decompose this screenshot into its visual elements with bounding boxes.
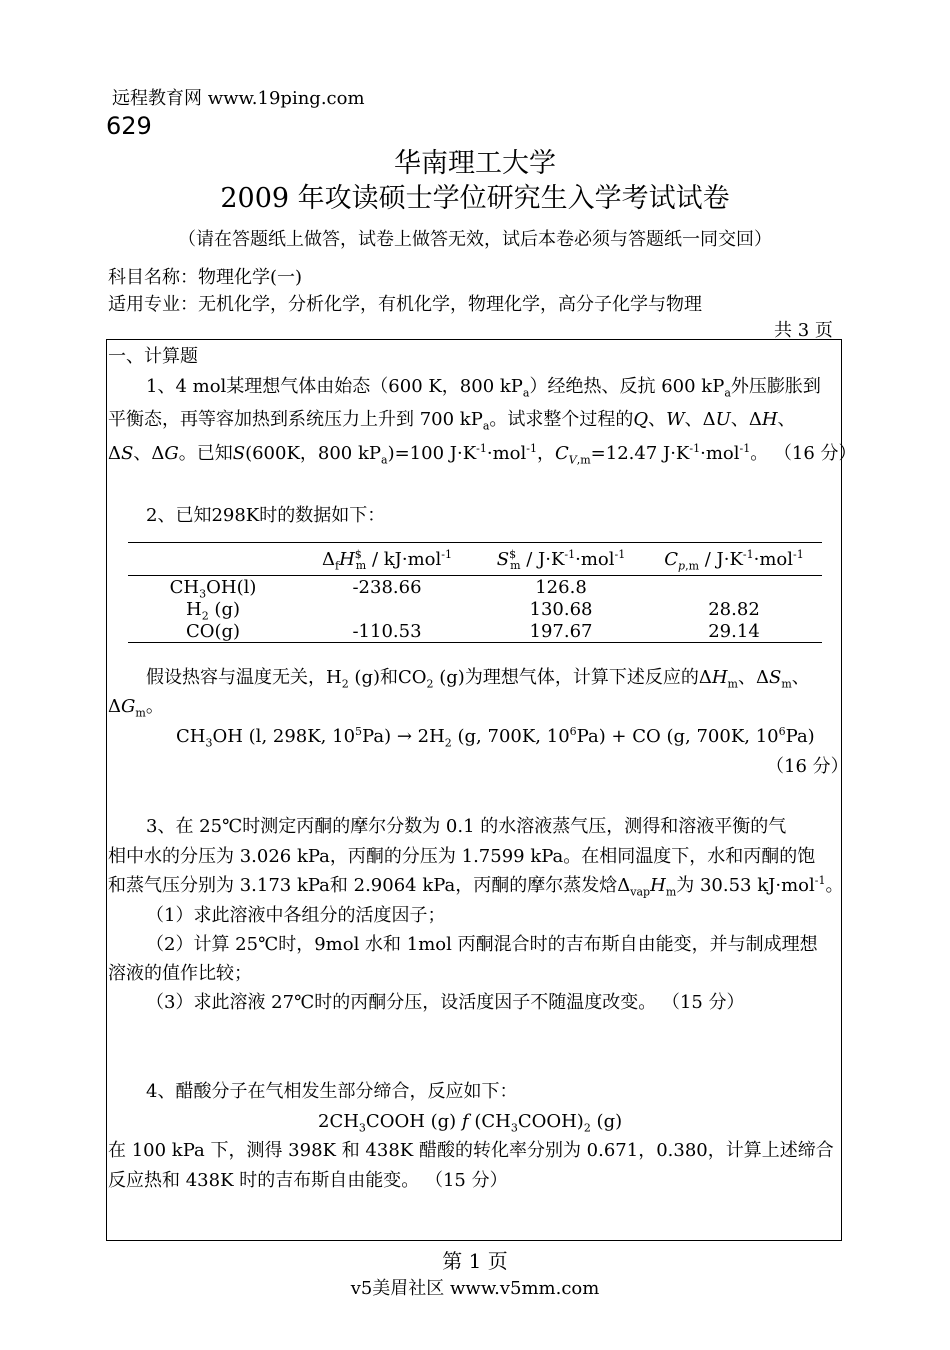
page-number: 第 1 页 (442, 1249, 508, 1273)
total-pages: 共 3 页 (774, 320, 833, 341)
species-cell: $H_2$ (g) (186, 598, 240, 623)
species-cell: $CH_3OH(l)$ (169, 576, 257, 601)
q4-line-3: 反应热和 438K 时的吉布斯自由能变。 （15 分） (108, 1170, 508, 1191)
q1-line-1: 1、4 mol某理想气体由始态（600 K，800 $kP_a$）经绝热、反抗 600 $kP_a$外压膨胀到 (146, 376, 821, 400)
exam-notice: （请在答题纸上做答，试卷上做答无效，试后本卷必须与答题纸一同交回） (178, 229, 772, 250)
species-cell: CO(g) (128, 620, 298, 643)
q2-assumption-2: $\Delta G_m$。 (108, 696, 164, 720)
q2-score: （16 分） (766, 756, 849, 777)
q4-line-1: 4、醋酸分子在气相发生部分缔合，反应如下： (146, 1081, 518, 1102)
s-cell: 130.68 (529, 598, 593, 620)
s-cell: 197.67 (476, 620, 646, 643)
dfh-cell: -110.53 (298, 620, 476, 643)
q3-sub-1: （1）求此溶液中各组分的活度因子； (146, 905, 446, 926)
table-header-row (128, 543, 822, 576)
q3-line-2: 相中水的分压为 3.026 kPa，丙酮的分压为 1.7599 kPa。在相同温度下，水和丙酮的饱 (108, 846, 816, 867)
dfh-cell: -238.66 (352, 576, 422, 598)
header-cp: $C_{p,m} / J\cdot K^{-1}\cdot mol^{-1}$ (646, 543, 822, 576)
q2-intro: 2、已知298K时的数据如下： (146, 505, 386, 526)
header-s: $S^{\$}_m / J\cdot K^{-1}\cdot mol^{-1}$ (476, 543, 646, 576)
watermark-top: 远程教育网 www.19ping.com (112, 88, 365, 109)
s-cell: 126.8 (535, 576, 587, 598)
q3-sub-2b: 溶液的值作比较； (108, 963, 252, 984)
q3-sub-2: （2）计算 25℃时，9mol 水和 1mol 丙酮混合时的吉布斯自由能变，并与制成理想 (146, 934, 818, 955)
q3-line-1: 3、在 25℃时测定丙酮的摩尔分数为 0.1 的水溶液蒸气压，测得和溶液平衡的气 (146, 816, 787, 837)
q2-assumption-1: 假设热容与温度无关，$H_2$ (g)和$CO_2$ (g)为理想气体，计算下述反应的$\Delta H_m$、$\Delta S_m$、 (146, 667, 810, 691)
dfh-cell (298, 598, 476, 620)
q3-line-3: 和蒸气压分别为 3.173 kPa和 2.9064 kPa，丙酮的摩尔蒸发焓$\Delta_{vap}H_m$为 30.53 kJ·mol$^{-1}$。 (108, 874, 844, 899)
table-row (128, 576, 822, 599)
q2-reaction: $CH_3OH$ (l, 298K, $10^5Pa) \to 2H_2$ (g, 700K, $10^6Pa$) + CO (g, 700K, $10^6Pa$) (176, 725, 815, 750)
watermark-bottom: v5美眉社区 www.v5mm.com (350, 1278, 600, 1299)
header-species (128, 543, 298, 576)
cp-cell (646, 576, 822, 599)
q1-line-3: ΔS、ΔG。已知S(600K，800 $kP_a)=100$ $J\cdot K^{-1}\cdot mol^{-1}$，$C_{V,m}=12.47$ $J\cdot K^{-1}\cdot mol^{-1}$。 （16 分） (108, 442, 857, 467)
q4-line-2: 在 100 kPa 下，测得 398K 和 438K 醋酸的转化率分别为 0.671，0.380，计算上述缔合 (108, 1140, 834, 1161)
section-title: 一、计算题 (108, 346, 198, 367)
q4-equation: $2CH_3COOH$ (g) f $(CH_3COOH)_2$ (g) (318, 1111, 623, 1135)
thermo-data-table (128, 542, 822, 643)
cp-cell: 28.82 (708, 598, 760, 620)
cp-cell: 29.14 (646, 620, 822, 643)
table-row (128, 620, 822, 643)
exam-code: 629 (106, 112, 152, 140)
q1-line-2: 平衡态，再等容加热到系统压力上升到 700 $kP_a$。试求整个过程的Q、W、ΔU、ΔH、 (108, 409, 796, 433)
applicable-majors: 适用专业：无机化学，分析化学，有机化学，物理化学，高分子化学与物理 (108, 294, 702, 315)
table-row (128, 598, 822, 620)
subject-name: 科目名称：物理化学(一) (108, 267, 303, 288)
header-dfh: $\Delta_fH^{\$}_m / kJ\cdot mol^{-1}$ (298, 543, 476, 576)
q3-sub-3: （3）求此溶液 27℃时的丙酮分压，设活度因子不随温度改变。 （15 分） (146, 992, 745, 1013)
university-name: 华南理工大学 (394, 148, 556, 179)
exam-title: 2009 年攻读硕士学位研究生入学考试试卷 (220, 183, 730, 214)
